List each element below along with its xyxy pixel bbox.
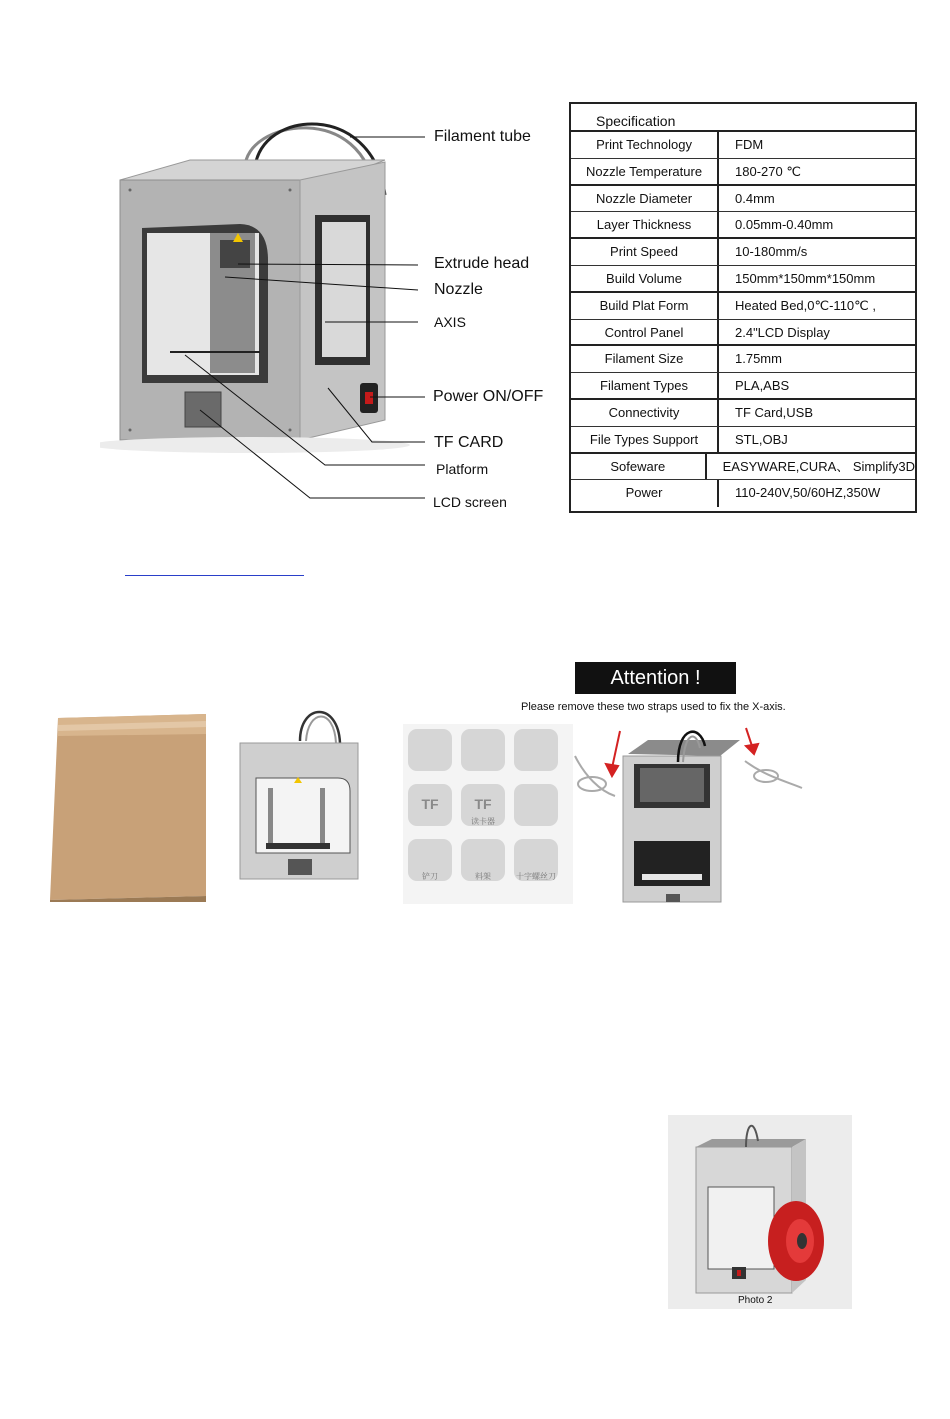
spec-key: Nozzle Diameter [571,186,719,212]
spec-key: Filament Size [571,346,719,372]
spec-header: Specification [571,104,915,132]
callout-platform: Platform [436,461,489,477]
printer-with-filament-image [668,1115,852,1309]
usb-cable-icon [461,729,505,771]
spec-rows [571,132,915,507]
spec-value: 1.75mm [735,351,782,367]
spec-key: Nozzle Temperature [571,159,719,184]
spec-key: Build Plat Form [571,293,719,319]
accessory-caption: 十字螺丝刀 [516,872,556,881]
spec-row [571,373,915,400]
power-plug-icon [514,729,558,771]
printer-front-image [238,703,360,881]
spec-table [569,102,917,513]
filament-spool-icon [514,784,558,826]
attention-banner: Attention ! [575,662,736,694]
spec-row [571,239,915,266]
accessory-caption: 读卡器 [471,817,495,826]
callout-nozzle: Nozzle [434,281,483,298]
spec-row [571,320,915,347]
callout-lcd-screen: LCD screen [433,494,507,510]
spec-value: 2.4"LCD Display [735,324,830,340]
spec-value: 150mm*150mm*150mm [735,270,876,286]
accessory-caption: 铲刀 [422,872,438,881]
spec-row [571,454,915,481]
shipping-box-image [38,710,210,902]
spec-key: File Types Support [571,427,719,452]
spec-row [571,480,915,507]
spec-key: Power [571,480,719,507]
spec-value: 110-240V,50/60HZ,350W [735,485,881,501]
spec-value: FDM [735,137,764,152]
spec-key: Filament Types [571,373,719,398]
photo-2-caption: Photo 2 [738,1295,773,1306]
tf-card-icon: TF [408,784,452,826]
spec-value: STL,OBJ [735,431,788,447]
spec-value: Heated Bed,0℃-110℃ , [735,297,876,313]
photo-2 [668,1115,852,1309]
spec-value: 10-180mm/s [735,244,808,260]
spec-value: 0.05mm-0.40mm [735,217,834,233]
spec-key: Build Volume [571,266,719,291]
spec-key: Connectivity [571,400,719,426]
spec-value: 180-270 ℃ [735,163,801,179]
spec-row [571,266,915,293]
card-reader-icon: TF [461,784,505,826]
spec-key: Control Panel [571,320,719,345]
hyperlink-underline[interactable] [125,575,304,576]
spec-row [571,400,915,427]
spec-value: PLA,ABS [735,378,790,394]
spec-row [571,212,915,239]
spec-key: Sofeware [571,454,707,480]
callout-axis: AXIS [434,314,466,330]
spec-row [571,346,915,373]
callout-extrude-head: Extrude head [434,255,530,272]
spec-value: EASYWARE,CURA、 Simplify3D [722,458,915,474]
printer-icon [408,729,452,771]
spec-row [571,427,915,454]
spec-value: TF Card,USB [735,404,814,420]
spec-row [571,293,915,320]
spec-row [571,132,915,159]
spec-value: 0.4mm [735,190,775,206]
spec-row [571,159,915,186]
spec-key: Print Technology [571,132,719,158]
accessories-grid [403,724,573,904]
accessory-caption: 料架 [475,872,491,881]
strap-removal-image [570,716,815,908]
attention-note: Please remove these two straps used to fix the X-axis. [521,701,786,713]
callout-tf-card: TF CARD [434,434,504,451]
printer-diagram [100,100,560,520]
callout-filament-tube: Filament tube [434,128,531,145]
spec-key: Print Speed [571,239,719,265]
spec-key: Layer Thickness [571,212,719,237]
spec-row [571,186,915,213]
callout-power: Power ON/OFF [433,388,544,405]
